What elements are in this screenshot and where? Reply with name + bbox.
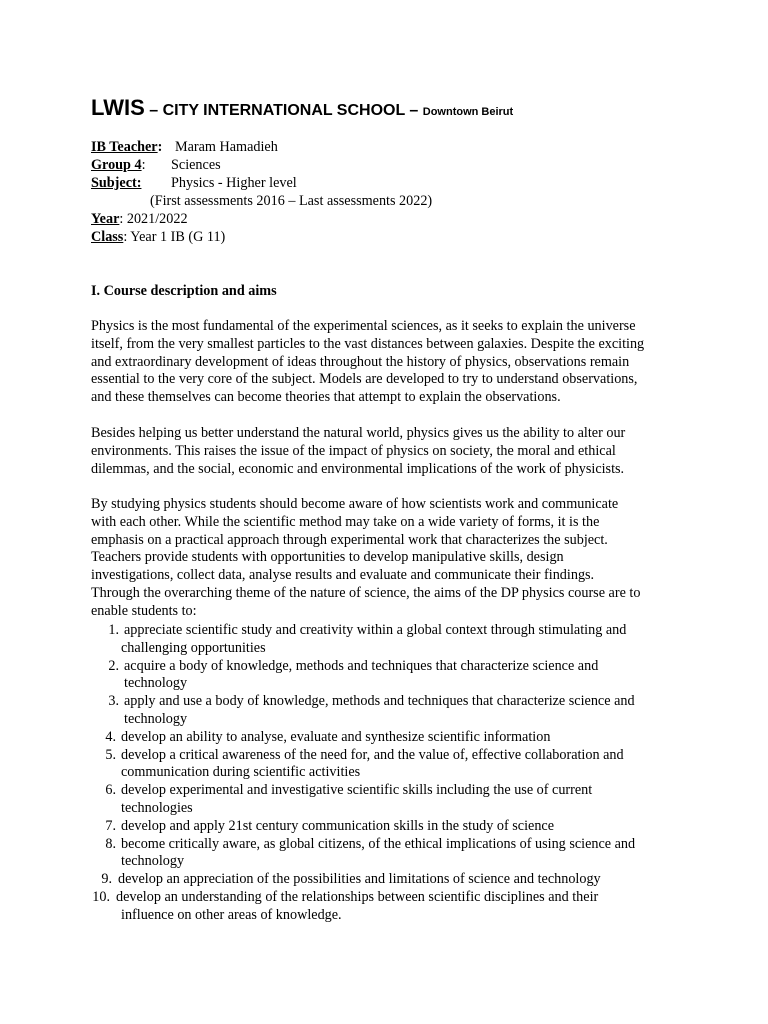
- list-item: [0, 782, 768, 818]
- paragraph-line: essential to the very core of the subject. Models are developed to try to understand observations,: [91, 371, 638, 388]
- list-text: technology: [124, 710, 188, 727]
- list-item: [0, 622, 768, 658]
- group-label: Group 4: [91, 157, 142, 173]
- aims-list: [0, 622, 768, 925]
- list-number: 7.: [105, 817, 116, 834]
- year-label: Year: [91, 211, 120, 227]
- list-text: develop and apply 21st century communication skills in the study of science: [121, 817, 555, 834]
- list-number: 6.: [105, 782, 116, 799]
- list-text: develop an appreciation of the possibilities and limitations of science and technology: [118, 871, 601, 888]
- list-text: technologies: [121, 799, 193, 816]
- paragraph-line: Through the overarching theme of the nature of science, the aims of the DP physics course are to: [91, 584, 641, 601]
- paragraph-aims-intro: [91, 496, 681, 621]
- list-number: 9.: [101, 871, 112, 888]
- year-row: [91, 210, 188, 228]
- school-name: – CITY INTERNATIONAL SCHOOL –: [144, 102, 423, 119]
- list-text: develop an understanding of the relationships between scientific disciplines and their: [116, 888, 599, 905]
- list-text: technology: [121, 853, 185, 870]
- group-value: Sciences: [171, 157, 221, 173]
- paragraph-line: Teachers provide students with opportunities to develop manipulative skills, design: [91, 549, 564, 566]
- paragraph-line: enable students to:: [91, 602, 197, 619]
- paragraph-line: Besides helping us better understand the natural world, physics gives us the ability to alter our: [91, 425, 626, 441]
- school-abbreviation: LWIS: [91, 95, 145, 120]
- list-text: challenging opportunities: [121, 639, 266, 656]
- list-text: develop experimental and investigative scientific skills including the use of current: [121, 782, 593, 799]
- paragraph-line: emphasis on a practical approach through experimental work that characterizes the subject.: [91, 531, 608, 548]
- paragraph-line: environments. This raises the issue of the impact of physics on society, the moral and ethical: [91, 442, 616, 459]
- list-item: [0, 836, 768, 872]
- paragraph-line: By studying physics students should become aware of how scientists work and communicate: [91, 496, 619, 512]
- subject-row: [91, 174, 297, 192]
- subject-note: (First assessments 2016 – Last assessments 2022): [150, 193, 433, 209]
- teacher-row: [91, 138, 278, 156]
- list-item: [0, 889, 768, 925]
- list-text: appreciate scientific study and creativity within a global context through stimulating and: [124, 622, 627, 638]
- paragraph-line: Physics is the most fundamental of the experimental sciences, as it seeks to explain the universe: [91, 318, 636, 334]
- teacher-value: Maram Hamadieh: [175, 139, 278, 155]
- class-row: [91, 228, 225, 246]
- paragraph-intro: [91, 318, 681, 407]
- class-label: Class: [91, 229, 124, 245]
- list-number: 1.: [108, 622, 119, 638]
- section-heading: I. Course description and aims: [91, 283, 277, 299]
- paragraph-line: dilemmas, and the social, economic and environmental implications of the work of physicists.: [91, 460, 625, 477]
- group-row: [91, 156, 221, 174]
- subject-value: Physics - Higher level: [171, 175, 297, 191]
- list-item: [0, 658, 768, 694]
- list-number: 10.: [92, 888, 110, 905]
- teacher-label: IB Teacher: [91, 139, 158, 155]
- paragraph-line: and extraordinary development of ideas throughout the history of physics, observations remain: [91, 353, 630, 370]
- teacher-colon: :: [157, 139, 163, 155]
- list-text: develop a critical awareness of the need for, and the value of, effective collaboration and: [121, 746, 624, 763]
- class-value: : Year 1 IB (G 11): [123, 229, 226, 245]
- list-number: 4.: [105, 728, 116, 745]
- document-title: [91, 95, 513, 121]
- list-item: [0, 871, 768, 889]
- list-number: 2.: [108, 657, 119, 674]
- paragraph-line: with each other. While the scientific method may take on a wide variety of forms, it is the: [91, 513, 600, 530]
- list-text: technology: [124, 675, 188, 692]
- list-number: 8.: [105, 835, 116, 852]
- list-item: [0, 693, 768, 729]
- list-number: 3.: [108, 693, 119, 710]
- paragraph-impact: [91, 425, 681, 478]
- paragraph-line: investigations, collect data, analyse results and evaluate and communicate their findings.: [91, 567, 595, 584]
- list-text: influence on other areas of knowledge.: [121, 906, 342, 923]
- list-text: become critically aware, as global citizens, of the ethical implications of using science and: [121, 835, 636, 852]
- list-item: [0, 747, 768, 783]
- list-text: apply and use a body of knowledge, methods and techniques that characterize science and: [124, 693, 635, 710]
- list-text: develop an ability to analyse, evaluate and synthesize scientific information: [121, 728, 551, 745]
- list-item: [0, 729, 768, 747]
- school-location: Downtown Beirut: [422, 106, 514, 118]
- year-value: : 2021/2022: [119, 211, 188, 227]
- list-number: 5.: [105, 746, 116, 763]
- group-colon: :: [141, 157, 146, 173]
- list-item: [0, 818, 768, 836]
- subject-label: Subject:: [91, 175, 142, 191]
- paragraph-line: itself, from the very smallest particles to the vast distances between galaxies. Despite the exciting: [91, 335, 645, 352]
- list-text: communication during scientific activities: [121, 764, 361, 781]
- list-text: acquire a body of knowledge, methods and techniques that characterize science and: [124, 657, 599, 674]
- paragraph-line: and these themselves can become theories that attempt to explain the observations.: [91, 389, 561, 406]
